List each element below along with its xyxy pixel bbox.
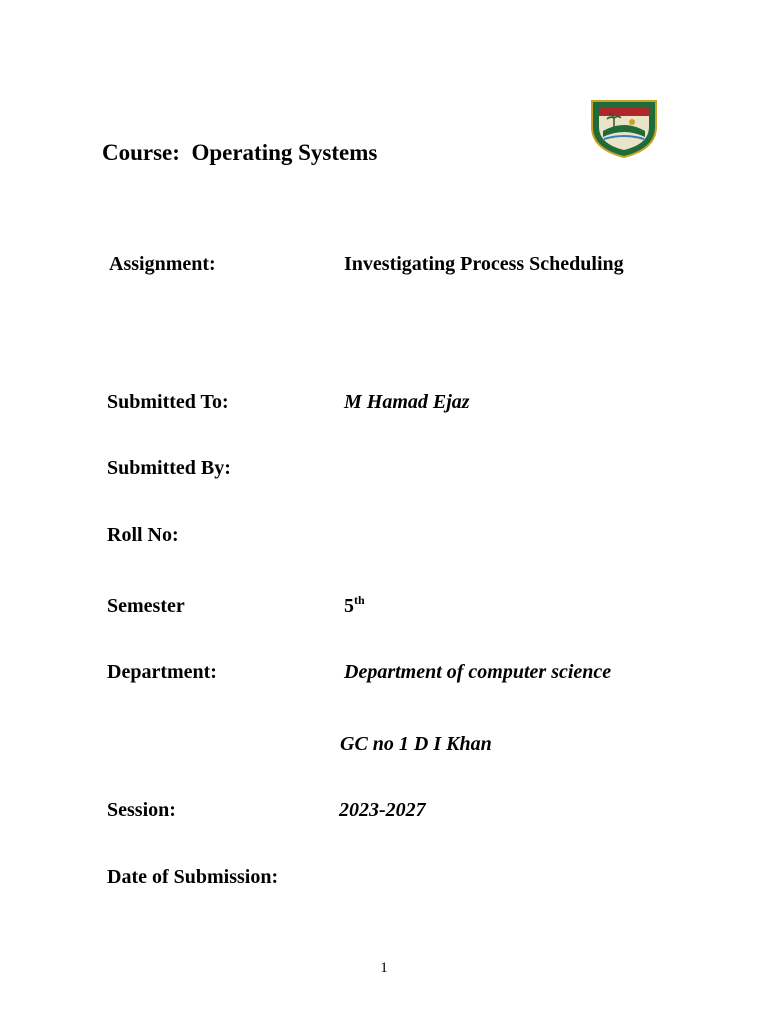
submitted-by-label: Submitted By:	[107, 457, 231, 479]
course-label: Course:	[102, 140, 180, 165]
semester-number: 5	[344, 595, 354, 617]
page-number: 1	[380, 960, 388, 976]
semester-suffix: th	[354, 593, 365, 607]
semester-label: Semester	[107, 595, 185, 617]
session-value: 2023-2027	[339, 799, 426, 821]
course-heading	[102, 140, 377, 166]
department-value-line2: GC no 1 D I Khan	[340, 733, 492, 755]
date-of-submission-label: Date of Submission:	[107, 866, 279, 888]
course-value: Operating Systems	[191, 140, 378, 165]
submitted-to-value: M Hamad Ejaz	[344, 391, 470, 413]
college-crest-icon	[590, 97, 658, 159]
submitted-to-label: Submitted To:	[107, 391, 229, 413]
department-value: Department of computer science	[344, 661, 612, 683]
assignment-label: Assignment:	[109, 253, 216, 275]
department-label: Department:	[107, 661, 217, 683]
semester-value	[344, 595, 365, 618]
roll-no-label: Roll No:	[107, 524, 179, 546]
session-label: Session:	[107, 799, 176, 821]
assignment-value: Investigating Process Scheduling	[344, 253, 624, 275]
